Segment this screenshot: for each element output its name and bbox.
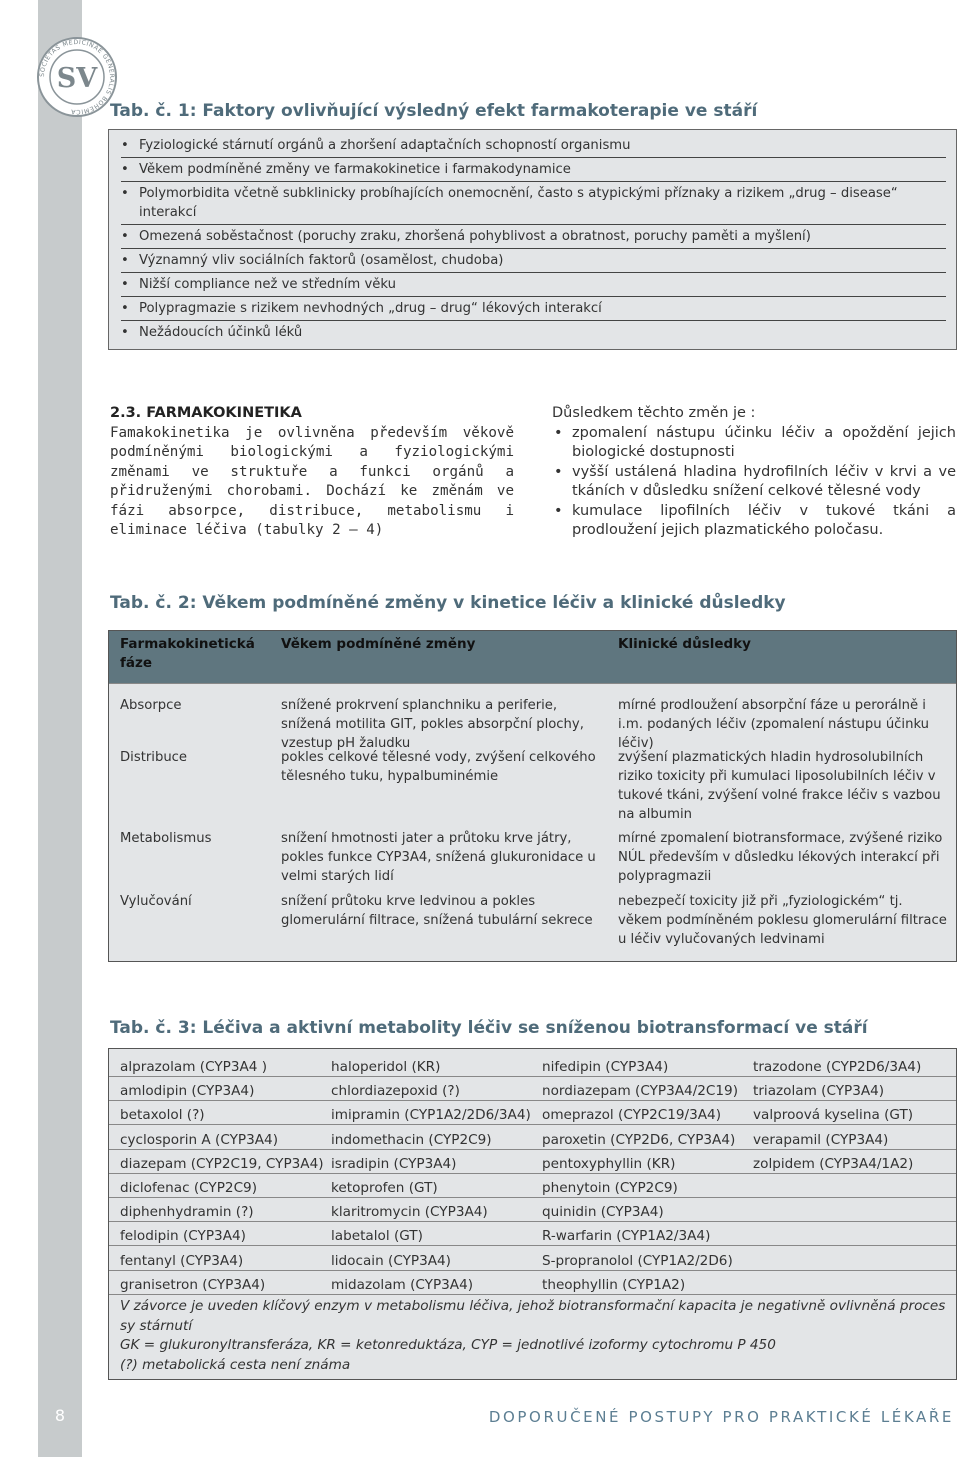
factor-item: • Nežádoucích účinků léků	[121, 321, 946, 344]
drug-cell: diphenhydramin (?)	[120, 1204, 254, 1221]
drug-cell: nordiazepam (CYP3A4/2C19)	[542, 1083, 739, 1100]
drug-cell: isradipin (CYP3A4)	[331, 1155, 457, 1172]
table2-box	[108, 630, 957, 962]
drug-cell: amlodipin (CYP3A4)	[120, 1083, 255, 1100]
consequences-cell: mírné zpomalení biotransformace, zvýšené riziko NÚL především v důsledku lékových interakcí při polypragmazii	[618, 831, 943, 884]
table3-row	[109, 1198, 956, 1222]
drug-cell: valproová kyselina (GT)	[753, 1107, 914, 1124]
table1-title: Tab. č. 1: Faktory ovlivňující výsledný efekt farmakoterapie ve stáří	[110, 101, 758, 121]
table1-box	[108, 129, 957, 350]
drug-cell: labetalol (GT)	[331, 1228, 423, 1245]
drug-cell: granisetron (CYP3A4)	[120, 1276, 266, 1293]
drug-cell: midazolam (CYP3A4)	[331, 1276, 474, 1293]
factor-item: • Fyziologické stárnutí orgánů a zhoršení adaptačních schopností organismu	[121, 134, 946, 158]
table3-row	[109, 1222, 956, 1246]
table2-row	[109, 683, 956, 751]
drug-cell: alprazolam (CYP3A4 )	[120, 1059, 268, 1075]
consequences-list	[552, 424, 956, 541]
phase-cell: Vylučování	[120, 894, 192, 909]
changes-cell: snížené prokrvení splanchniku a periferie, snížená motilita GIT, pokles absorpční plochy, vzestup pH žaludku	[281, 698, 584, 751]
drug-cell: imipramin (CYP1A2/2D6/3A4)	[331, 1107, 531, 1124]
table3-note: GK = glukuronyltransferáza, KR = ketonreduktáza, CYP = jednotlivé izoformy cytochromu P 450	[120, 1337, 776, 1353]
drug-cell: haloperidol (KR)	[331, 1059, 441, 1075]
header-phase: Farmakokinetická fáze	[120, 636, 255, 671]
drug-cell: diazepam (CYP2C19, CYP3A4)	[120, 1155, 324, 1172]
table3-notes	[120, 1297, 950, 1375]
table3-row	[109, 1150, 956, 1174]
society-seal-icon	[36, 36, 118, 118]
drug-cell: ketoprofen (GT)	[331, 1180, 438, 1196]
consequences-cell: mírné prodloužení absorpční fáze u perorálně i i.m. podaných léčiv (zpomalení nástupu účinku léčiv)	[618, 698, 930, 751]
factor-item: • Věkem podmíněné změny ve farmakokinetice i farmakodynamice	[121, 158, 946, 182]
svg-text:SV: SV	[56, 63, 98, 94]
drug-cell: verapamil (CYP3A4)	[753, 1131, 889, 1148]
drug-cell: triazolam (CYP3A4)	[753, 1083, 885, 1100]
phase-cell: Absorpce	[120, 698, 182, 713]
changes-cell: pokles celkové tělesné vody, zvýšení celkového tělesného tuku, hypalbuminémie	[281, 750, 596, 784]
table2-title: Tab. č. 2: Věkem podmíněné změny v kinetice léčiv a klinické důsledky	[110, 593, 786, 613]
drug-cell: nifedipin (CYP3A4)	[542, 1059, 669, 1075]
consequence-item: • kumulace lipofilních léčiv v tukové tkáni a prodloužení jejich plazmatického poločasu.	[552, 502, 956, 541]
table2-header	[109, 631, 956, 683]
drug-cell: theophyllin (CYP1A2)	[542, 1276, 686, 1293]
section-paragraph: Famakokinetika je ovlivněna především věkově podmíněnými biologickými a fyziologickými změnami ve struktuře a funkci orgánů a přidruženými chorobami. Dochází ke změnám ve fázi absorpce, distribuce, metabolismu i eliminace léčiva (tabulky 2 – 4)	[110, 424, 514, 538]
consequence-item: • vyšší ustálená hladina hydrofilních léčiv v krvi a ve tkáních v důsledku snížení celkové tělesné vody	[552, 463, 956, 502]
section-left-column	[110, 404, 514, 541]
consequence-item: • zpomalení nástupu účinku léčiv a opoždění jejich biologické dostupnosti	[552, 424, 956, 463]
consequences-intro: Důsledkem těchto změn je :	[552, 405, 756, 421]
table2-row	[109, 890, 956, 961]
factor-item: • Nižší compliance než ve středním věku	[121, 273, 946, 297]
svg-text:SOCIETAS MEDICINAE GENERALIS B: SOCIETAS MEDICINAE GENERALIS BOHEMICA	[38, 38, 116, 116]
drug-cell: phenytoin (CYP2C9)	[542, 1180, 678, 1196]
drug-cell: cyclosporin A (CYP3A4)	[120, 1131, 278, 1148]
factor-item: • Polymorbidita včetně subklinicky probíhajících onemocnění, často s atypickými příznaky a rizikem „drug – disease“ interakcí	[121, 182, 946, 225]
factor-list	[121, 134, 946, 344]
footer-title: DOPORUČENÉ POSTUPY PRO PRAKTICKÉ LÉKAŘE	[488, 1408, 954, 1426]
drug-cell: quinidin (CYP3A4)	[542, 1204, 664, 1221]
table3-note: V závorce je uveden klíčový enzym v metabolismu léčiva, jehož biotransformační kapacita je negativně ovlivněná proces sy stárnutí	[120, 1298, 946, 1334]
table3-row	[109, 1247, 956, 1271]
consequences-cell: nebezpečí toxicity již při „fyziologickém“ tj. věkem podmíněném poklesu glomerulární filtrace u léčiv vylučovaných ledvinami	[618, 894, 947, 947]
phase-cell: Metabolismus	[120, 831, 212, 846]
table3-row	[109, 1271, 956, 1295]
factor-item: • Významný vliv sociálních faktorů (osamělost, chudoba)	[121, 249, 946, 273]
phase-cell: Distribuce	[120, 750, 188, 765]
drug-cell: zolpidem (CYP3A4/1A2)	[753, 1155, 914, 1172]
drug-cell: betaxolol (?)	[120, 1107, 205, 1124]
changes-cell: snížení hmotnosti jater a průtoku krve játry, pokles funkce CYP3A4, snížená glukuronidace u velmi starých lidí	[281, 831, 596, 884]
table3-row	[109, 1077, 956, 1101]
section-right-column	[552, 404, 956, 541]
left-sidebar-band	[38, 0, 82, 1457]
table3-note: (?) metabolická cesta není známa	[120, 1356, 351, 1373]
drug-cell: omeprazol (CYP2C19/3A4)	[542, 1107, 721, 1124]
drug-cell: lidocain (CYP3A4)	[331, 1252, 451, 1269]
changes-cell: snížení průtoku krve ledvinou a pokles glomerulární filtrace, snížená tubulární sekrece	[281, 894, 593, 928]
factor-item: • Omezená soběstačnost (poruchy zraku, zhoršená pohyblivost a obratnost, poruchy paměti a myšlení)	[121, 225, 946, 249]
drug-cell: S-propranolol (CYP1A2/2D6)	[542, 1252, 733, 1269]
header-consequences: Klinické důsledky	[618, 636, 751, 652]
factor-item: • Polypragmazie s rizikem nevhodných „drug – drug“ lékových interakcí	[121, 297, 946, 321]
table3-row	[109, 1101, 956, 1125]
table2-row	[109, 827, 956, 890]
drug-cell: indomethacin (CYP2C9)	[331, 1131, 492, 1148]
consequences-cell: zvýšení plazmatických hladin hydrosolubilních riziko toxicity při kumulaci liposolubilních léčiv v tukové tkáni, zvýšení volné frakce léčiv s vazbou na albumin	[618, 750, 941, 822]
drug-cell: R-warfarin (CYP1A2/3A4)	[542, 1228, 711, 1245]
table3-box	[108, 1048, 957, 1380]
drug-cell: chlordiazepoxid (?)	[331, 1083, 460, 1100]
header-changes: Věkem podmíněné změny	[281, 636, 476, 652]
table3-row	[109, 1174, 956, 1198]
drug-cell: diclofenac (CYP2C9)	[120, 1180, 258, 1196]
drug-cell: pentoxyphyllin (KR)	[542, 1155, 676, 1172]
table3-row	[109, 1053, 956, 1077]
table3-row	[109, 1126, 956, 1150]
table2-row	[109, 746, 956, 827]
drug-cell: felodipin (CYP3A4)	[120, 1228, 246, 1245]
drug-cell: paroxetin (CYP2D6, CYP3A4)	[542, 1131, 736, 1148]
drug-cell: fentanyl (CYP3A4)	[120, 1252, 244, 1269]
page-number: 8	[54, 1406, 66, 1425]
section-heading: 2.3. FARMAKOKINETIKA	[110, 405, 302, 421]
table3-title: Tab. č. 3: Léčiva a aktivní metabolity léčiv se sníženou biotransformací ve stáří	[110, 1018, 868, 1038]
drug-cell: klaritromycin (CYP3A4)	[331, 1204, 488, 1221]
drug-cell: trazodone (CYP2D6/3A4)	[753, 1059, 922, 1075]
